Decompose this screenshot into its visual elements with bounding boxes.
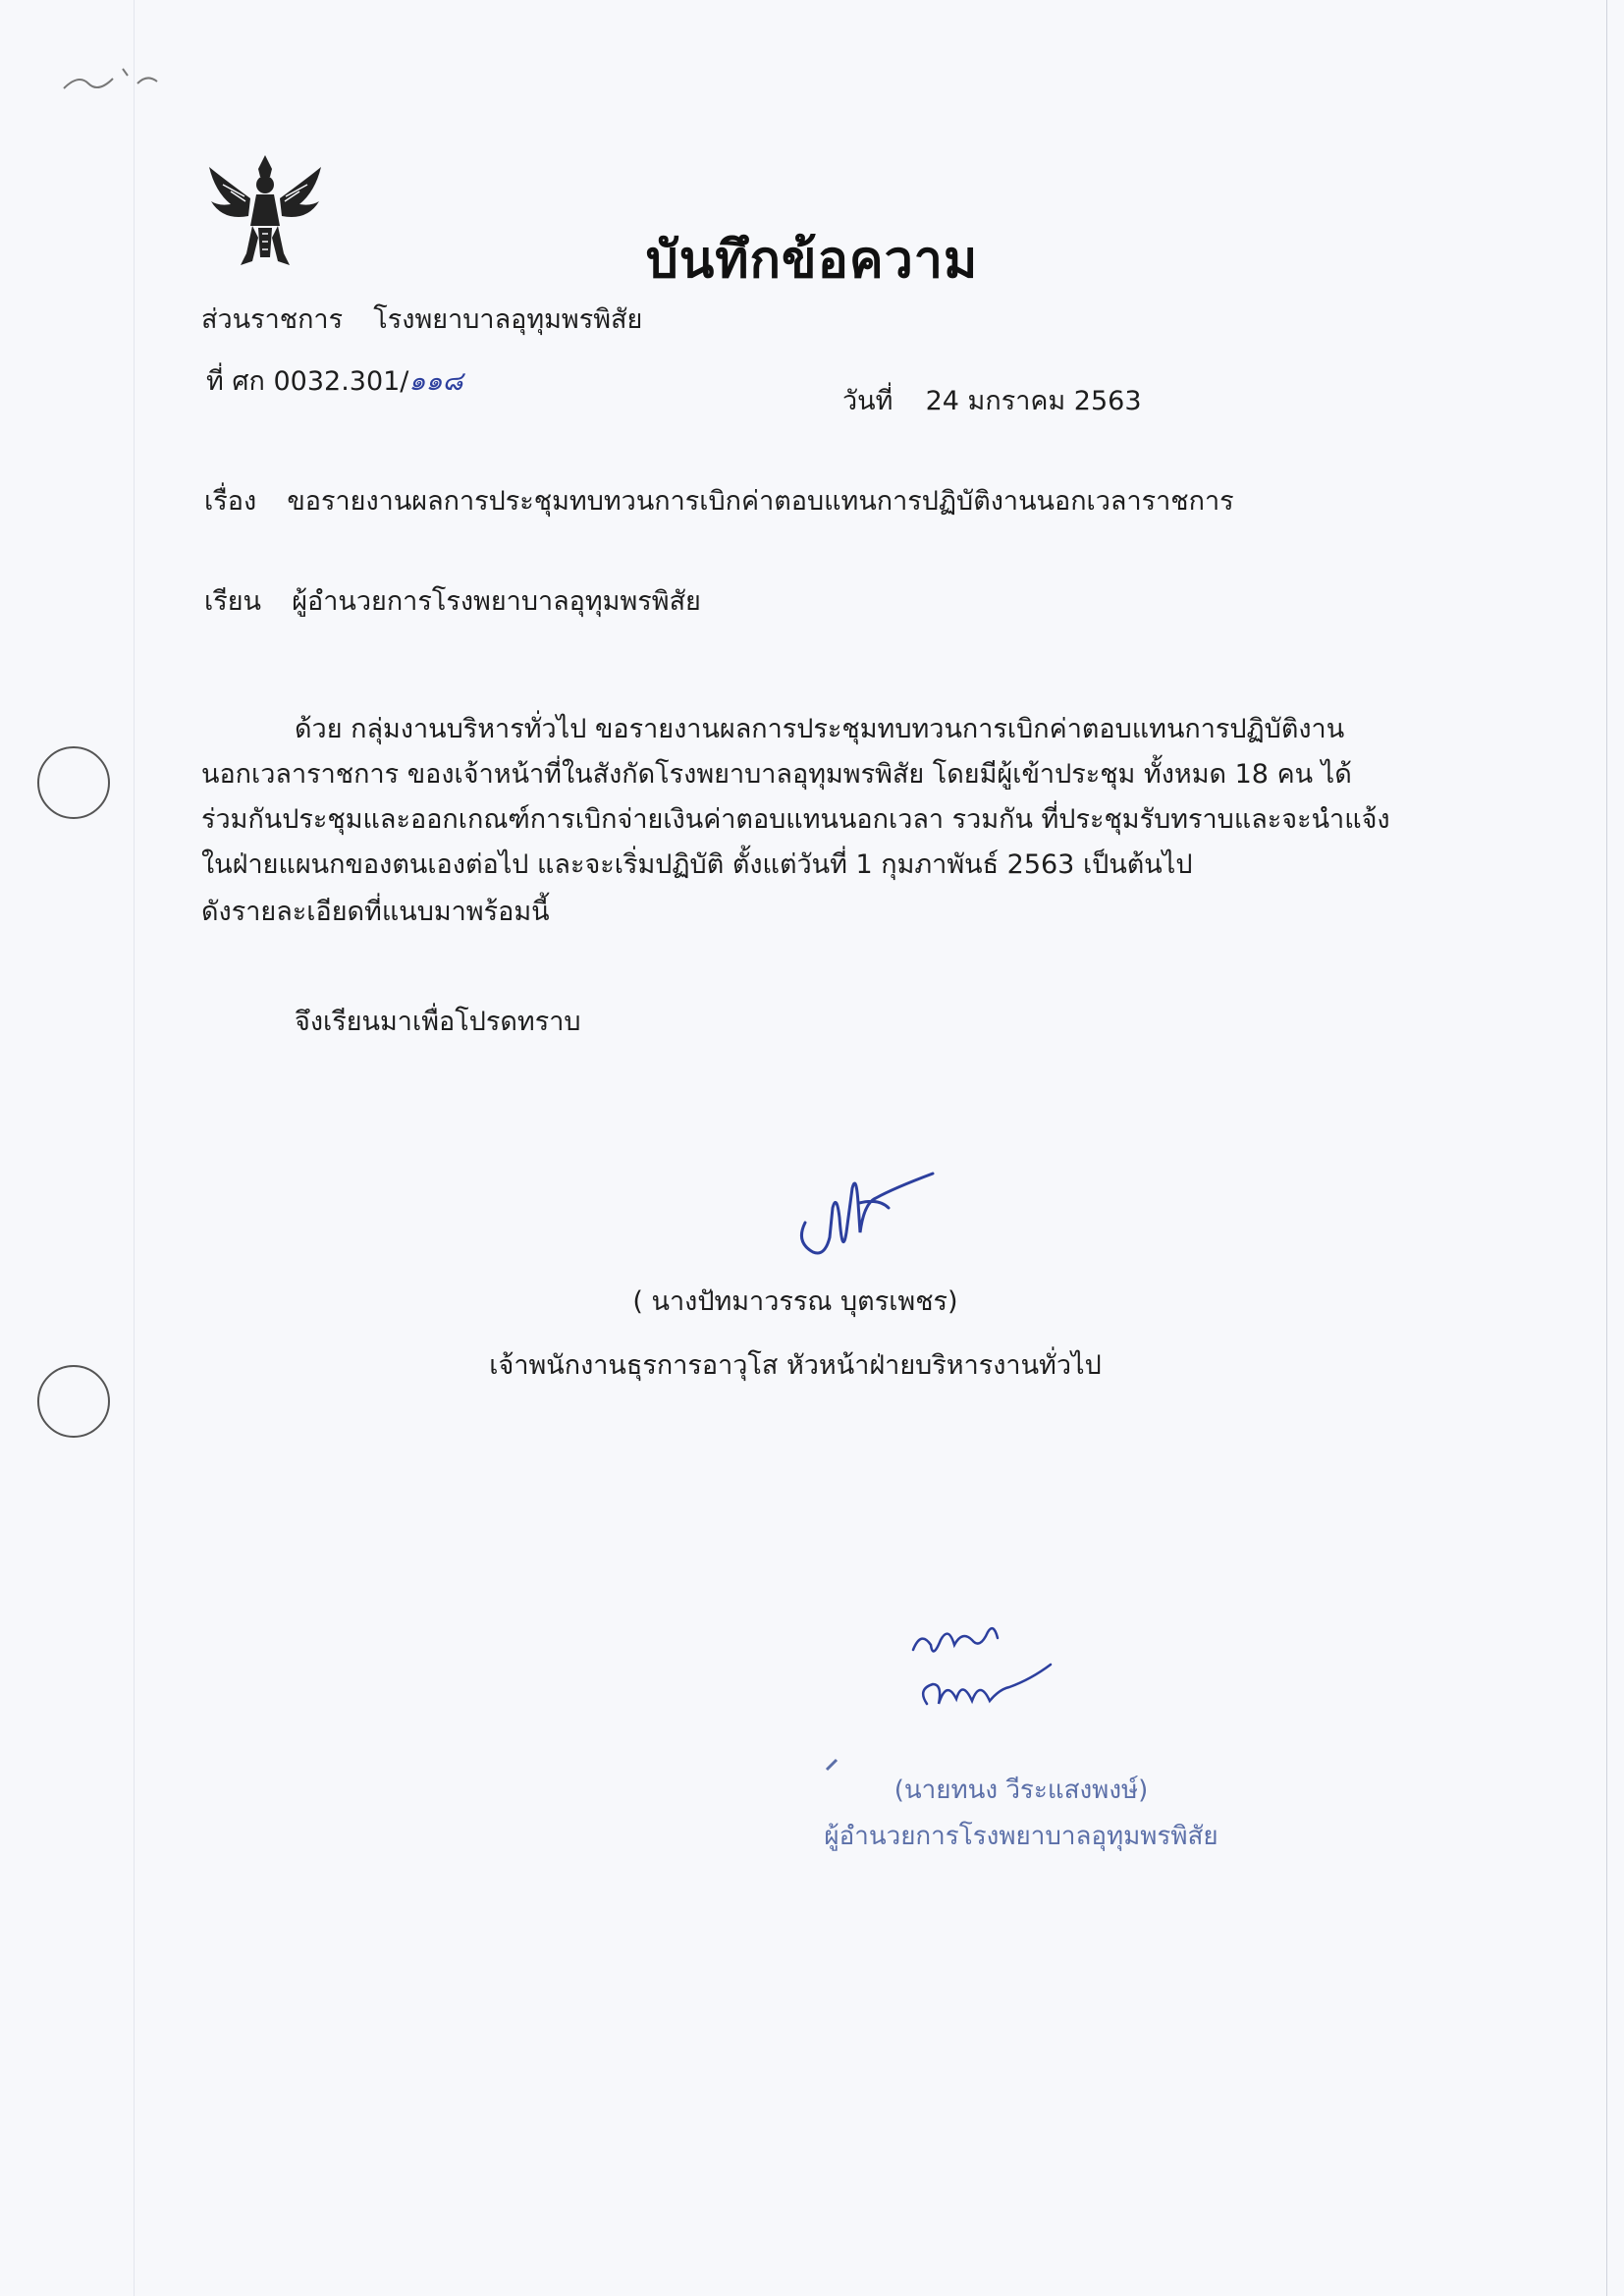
punch-hole-icon bbox=[37, 1365, 110, 1438]
body-line: นอกเวลาราชการ ของเจ้าหน้าที่ในสังกัดโรงพยาบาลอุทุมพรพิสัย โดยมีผู้เข้าประชุม ทั้งหมด 18 คน ได้ bbox=[201, 759, 1352, 790]
recipient-row bbox=[204, 586, 701, 618]
body-line: ร่วมกันประชุมและออกเกณฑ์การเบิกจ่ายเงินค่าตอบแทนนอกเวลา รวมกัน ที่ประชุมรับทราบและจะนำแจ้ง bbox=[201, 804, 1390, 835]
recipient-label: เรียน bbox=[204, 586, 262, 617]
agency-row bbox=[201, 304, 642, 336]
body-line: ด้วย กลุ่มงานบริหารทั่วไป ขอรายงานผลการประชุมทบทวนการเบิกค่าตอบแทนการปฏิบัติงาน bbox=[295, 714, 1345, 744]
agency-value: โรงพยาบาลอุทุมพรพิสัย bbox=[373, 304, 643, 335]
signer-name: ( นางปัทมาวรรณ บุตรเพชร) bbox=[632, 1286, 958, 1317]
body-paragraph bbox=[201, 707, 1390, 935]
date-label: วันที่ bbox=[842, 386, 893, 416]
body-line: ดังรายละเอียดที่แนบมาพร้อมนี้ bbox=[201, 897, 550, 927]
closing-line: จึงเรียนมาเพื่อโปรดทราบ bbox=[295, 1007, 581, 1037]
director-name: (นายทนง วีระแสงพงษ์) bbox=[893, 1776, 1149, 1805]
date-value: 24 มกราคม 2563 bbox=[925, 386, 1142, 416]
signature-icon bbox=[785, 1164, 962, 1272]
recipient-value: ผู้อำนวยการโรงพยาบาลอุทุมพรพิสัย bbox=[292, 586, 701, 617]
memo-title: บันทึกข้อความ bbox=[645, 231, 979, 290]
signer-position: เจ้าพนักงานธุรการอาวุโส หัวหน้าฝ่ายบริหารงานทั่วไป bbox=[489, 1350, 1102, 1381]
date-row bbox=[842, 386, 1142, 417]
subject-label: เรื่อง bbox=[204, 486, 257, 517]
agency-label: ส่วนราชการ bbox=[201, 304, 344, 335]
approval-handwriting-icon bbox=[903, 1611, 1100, 1738]
reference-handwritten: ๑๑๘ bbox=[408, 366, 463, 397]
right-edge-line bbox=[1606, 0, 1607, 2296]
pen-mark-icon bbox=[59, 54, 167, 103]
subject-value: ขอรายงานผลการประชุมทบทวนการเบิกค่าตอบแทนการปฏิบัติงานนอกเวลาราชการ bbox=[287, 486, 1234, 517]
punch-hole-icon bbox=[37, 746, 110, 819]
director-position: ผู้อำนวยการโรงพยาบาลอุทุมพรพิสัย bbox=[824, 1822, 1218, 1851]
reference-label: ที่ bbox=[206, 366, 224, 397]
subject-row bbox=[204, 486, 1234, 518]
reference-row bbox=[206, 366, 463, 398]
reference-value: ศก 0032.301/ bbox=[232, 366, 409, 397]
left-margin-line bbox=[134, 0, 135, 2296]
pen-dot-icon bbox=[823, 1756, 842, 1776]
body-line: ในฝ่ายแผนกของตนเองต่อไป และจะเริ่มปฏิบัติ ตั้งแต่วันที่ 1 กุมภาพันธ์ 2563 เป็นต้นไป bbox=[201, 849, 1193, 880]
